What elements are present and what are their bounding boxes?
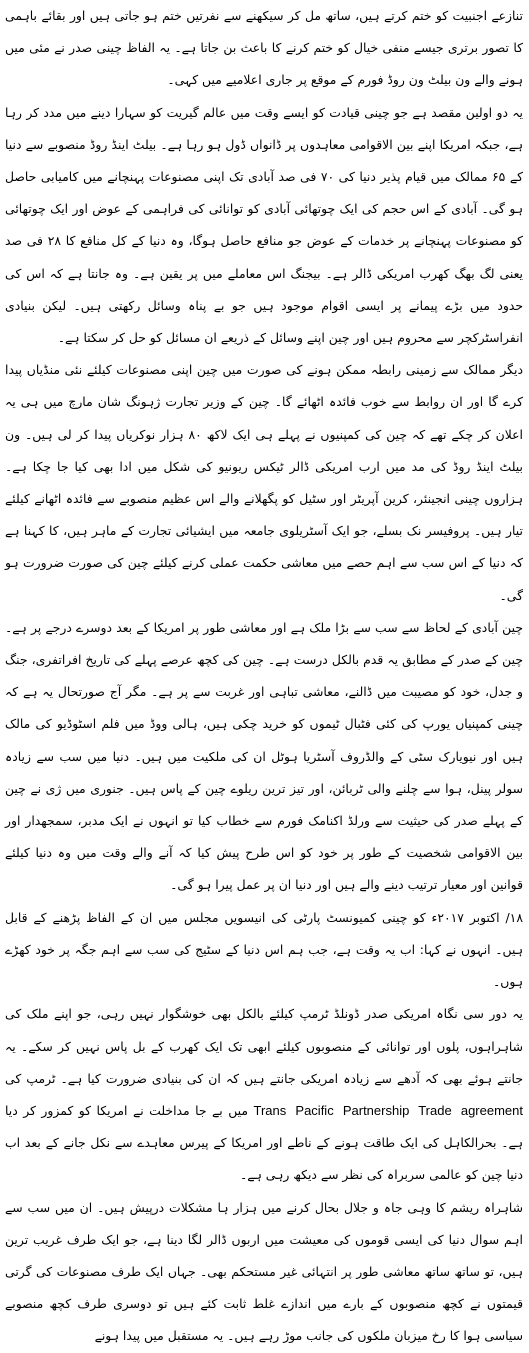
article-paragraph-5: ۱۸/ اکتوبر ۲۰۱۷ء کو چینی کمیونسٹ پارٹی کی انیسویں مجلس میں ان کے الفاظ پڑھنے کے قابل ہیں۔ انہوں نے کہا: اب یہ وقت ہے، جب ہم اس دنیا کے سٹیج کی سب سے اہم جگہ پر خود کھڑے ہوں۔ [5, 909, 523, 990]
article-paragraph-3: دیگر ممالک سے زمینی رابطہ ممکن ہونے کی صورت میں چین اپنی مصنوعات کیلئے نئی منڈیاں پیدا کرے گا اور ان روابط سے خوب فائدہ اٹھائے گا۔ چین کے وزیر تجارت ژہونگ شان مارچ میں ہی یہ اعلان کر چکے تھے کہ چین کی کمپنیوں نے پہلے ہی ایک لاکھ ۸۰ ہزار نوکریاں پیدا کر لی ہیں۔ ون بیلٹ اینڈ روڈ کی مد میں ارب امریکی ڈالر ٹیکس ریونیو کی شکل میں ادا بھی کیا جا چکا ہے۔ ہزاروں چینی انجینئر، کرین آپریٹر اور سٹیل کو پگھلانے والے اس عظیم منصوبے سے فائدہ اٹھانے کیلئے تیار ہیں۔ پروفیسر نک بسلے، جو ایک آسٹریلوی جامعہ میں ایشیائی تجارت کے ماہر ہیں، کا کہنا ہے کہ دنیا کے اس سب سے اہم حصے میں معاشی حکمت عملی کرنے کیلئے چین کی صورت ضرورت ہو گی۔ [5, 362, 524, 603]
article-paragraph-7: شاہراہ ریشم کا وہی جاہ و جلال بحال کرنے میں ہزار ہا مشکلات درپیش ہیں۔ ان میں سب سے اہم سوال دنیا کی ایسی قوموں کی معیشت میں اربوں ڈالر لگا دینا ہے، جو ایک طرف غریب ترین ہیں، تو ساتھ ساتھ معاشی طور پر انتہائی غیر مستحکم بھی۔ جہاں ایک طرف مصنوعات کی گرتی قیمتوں نے کچھ منصوبوں کے بارے میں اندازے غلط ثابت کئے ہیں تو دوسری طرف کچھ منصوبے سیاسی ہوا کا رخ میزبان ملکوں کی جانب موڑ رہے ہیں۔ یہ مستقبل میں پیدا ہونے [5, 1199, 523, 1344]
tpp-agreement-name: Trans Pacific Partnership Trade agreement [253, 1102, 523, 1118]
article-paragraph-1: تنازعے اجنبیت کو ختم کرتے ہیں، ساتھ مل کر سیکھنے سے نفرتیں ختم ہو جاتی ہیں اور بقائے باہمی کا تصور برتری جیسے منفی خیال کو ختم کرنے کا باعث بن جاتا ہے۔ یہ الفاظ چینی صدر نے مئی میں ہونے والے ون بیلٹ ون روڈ فورم کے موقع پر جاری اعلامیے میں کہی۔ [5, 8, 523, 88]
article-paragraph-2: یہ دو اولین مقصد ہے جو چینی قیادت کو ایسے وقت میں عالم گیریت کو سہارا دینے میں مدد کر رہا ہے، جبکہ امریکا اپنے بین الاقوامی معاہدوں پر ڈانواں ڈول ہو رہا ہے۔ بیلٹ اینڈ روڈ منصوبے سے دنیا کے ۶۵ ممالک میں قیام پذیر دنیا کی ۷۰ فی صد آبادی تک اپنی مصنوعات پہنچانے میں کامیابی حاصل ہو گی۔ آبادی کے اس حجم کی ایک چوتھائی آبادی کو توانائی کی فراہمی کے عوض اور ایک چوتھائی کو مصنوعات پہنچانے پر خدمات کے عوض جو منافع حاصل ہوگا، وہ دنیا کے کل منافع کا ۲۸ فی صد یعنی لگ بھگ کھرب امریکی ڈالر ہے۔ بیجنگ اس معاملے میں پر یقین ہے۔ وہ جانتا ہے کہ اس کی حدود میں بڑے پیمانے پر ایسی اقوام موجود ہیں جو بے پناہ وسائل رکھتی ہیں۔ لیکن بنیادی انفراسٹرکچر سے محروم ہیں اور چین اپنے وسائل کے ذریعے ان مسائل کو حل کر سکتا ہے۔ [5, 104, 523, 346]
paragraph-6-text-after: میں بے جا مداخلت نے امریکا کو کمزور کر دیا ہے۔ بحرالکاہل کی ایک طاقت ہونے کے ناطے اور امریکا کے پیرس معاہدے سے نکل جانے کے بعد اب دنیا چین کو عالمی سربراہ کی نظر سے دیکھ رہی ہے۔ [5, 1102, 523, 1183]
paragraph-6-text-before: یہ دور سی نگاہ امریکی صدر ڈونلڈ ٹرمپ کیلئے بالکل بھی خوشگوار نہیں رہی، جو اپنے ملک کی شاہراہوں، پلوں اور توانائی کے منصوبوں کیلئے ابھی تک ایک کھرب کے بل پاس نہیں کر سکے۔ یہ جانتے ہوئے بھی کہ آدھے سے زیادہ امریکی جانتے ہیں کہ ان کی بنیادی ضرورت کیا ہے۔ ٹرمپ کی [5, 1006, 523, 1086]
article-paragraph-4: چین آبادی کے لحاظ سے سب سے بڑا ملک ہے اور معاشی طور پر امریکا کے بعد دوسرے درجے پر ہے۔ چین کے صدر کے مطابق یہ قدم بالکل درست ہے۔ چین کی کچھ عرصے پہلے کی تاریخ افراتفری، جنگ و جدل، خود کو مصیبت میں ڈالنے، معاشی تباہی اور غربت سے پر ہے۔ مگر آج صورتحال یہ ہے کہ چینی کمپنیاں یورپ کی کئی فٹبال ٹیموں کو خرید چکی ہیں، ہالی ووڈ میں فلم اسٹوڈیو کی مالک ہیں اور نیویارک سٹی کے والڈروف آسٹریا ہوٹل ان کی ملکیت میں ہیں۔ دنیا میں سب سے زیادہ سولر پینل، ہوا سے چلنے والی ٹربائن، اور تیز ترین ریلوے چین کے پاس ہیں۔ جنوری میں ژی نے چین کے پہلے صدر کی حیثیت سے ورلڈ اکنامک فورم سے خطاب کیا تو انہوں نے ایک مدبر، سمجھدار اور بین الاقوامی شخصیت کے طور پر خود کو اس طرح پیش کیا کہ آنے والے وقت میں وہ دنیا کیلئے قوانین اور معیار ترتیب دینے والے ہیں اور دنیا ان پر عمل پیرا ہو گی۔ [5, 619, 523, 893]
article-paragraph-6 [5, 998, 523, 1191]
